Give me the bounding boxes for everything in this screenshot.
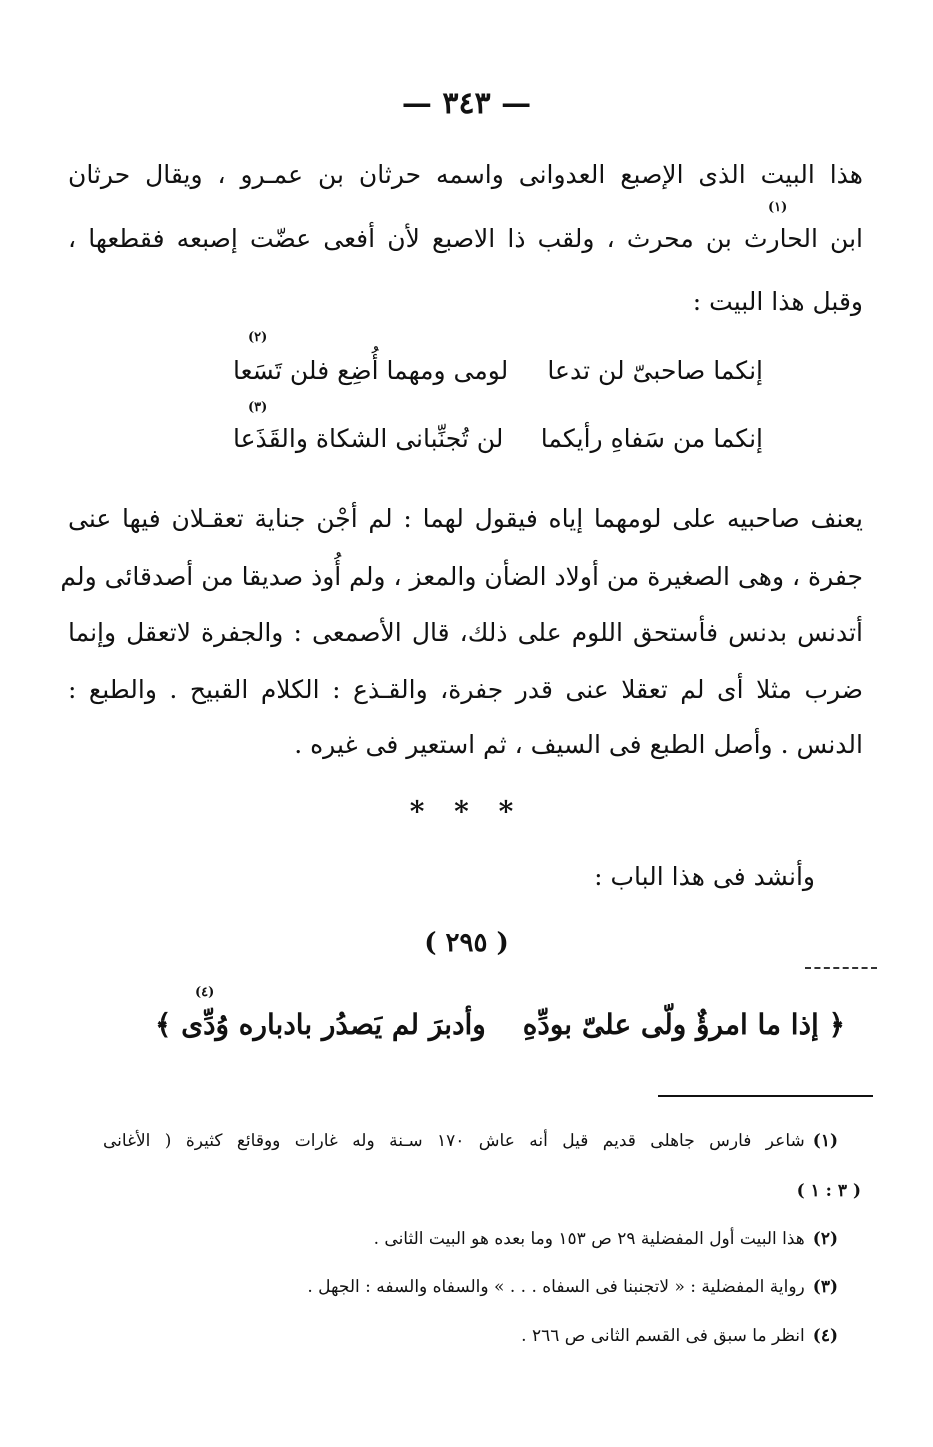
footnote-1-text: شاعر فارس جاهلى قديم قيل أنه عاش ١٧٠ سـنة وله غارات ووقائع كثيرة ( الأغانى (103, 1131, 805, 1151)
footnote-3 (307, 1274, 838, 1300)
body-line-2: ابن الحارث بن محرث ، ولقب ذا الاصبع لأن أفعى عضّت إصبعه فقطعها ، (68, 224, 863, 253)
footnote-4-number: (٤) (812, 1326, 838, 1346)
footnote-1-continuation: ( ٣ : ١ ) (796, 1181, 861, 1201)
verse-2-footnote-marker: (٣) (248, 400, 268, 415)
page-number: — ٣٤٣ — (401, 86, 532, 121)
main-verse-footnote-marker: (٤) (195, 985, 215, 1000)
main-verse-first-hemistich: ﴿ إذا ما امرؤٌ ولّى علىّ بودِّهِ (522, 1008, 845, 1041)
commentary-line-3: أتدنس بدنس فأستحق اللوم على ذلك، قال الأصمعى : والجفرة لاتعقل وإنما (68, 618, 863, 647)
verse-2-first-hemistich: إنكما من سَفاهِ رأيكما (540, 424, 763, 453)
verse-1-footnote-marker: (٢) (248, 330, 268, 345)
footnote-3-number: (٣) (812, 1277, 838, 1297)
main-verse (155, 1008, 845, 1058)
commentary-line-5: الدنس . وأصل الطبع فى السيف ، ثم استعير فى غيره . (294, 730, 863, 759)
footnote-3-text: رواية المفضلية : « لاتجنبنا فى السفاه . . . » والسفاه والسفه : الجهل . (307, 1277, 805, 1297)
footnote-separator-rule (658, 1095, 873, 1097)
footnote-2-text: هذا البيت أول المفضلية ٢٩ ص ١٥٣ وما بعده هو البيت الثانى . (373, 1229, 805, 1249)
verse-1-first-hemistich: إنكما صاحبىّ لن تدعا (547, 356, 763, 385)
verse-2-second-hemistich: لن تُجنِّبانى الشكاة والقَذَعا (233, 424, 504, 453)
poem-number: ( ٢٩٥ ) (424, 928, 509, 958)
commentary-line-1: يعنف صاحبيه على لومهما إياه فيقول لهما : لم أجْن جناية تعقـلان فيها عنى (68, 504, 863, 533)
body-line-1: هذا البيت الذى الإصبع العدوانى واسمه حرثان بن عمـرو ، ويقال حرثان (68, 160, 863, 189)
commentary-line-2: جفرة ، وهى الصغيرة من أولاد الضأن والمعز ، ولم أُوذ صديقا من أصدقائى ولم (60, 562, 863, 591)
footnote-1-number: (١) (812, 1131, 838, 1151)
footnote-marker-1: (١) (768, 200, 788, 215)
verse-2 (233, 424, 763, 464)
main-verse-second-hemistich: وأدبرَ لم يَصدُر بادباره وُدِّى ﴾ (155, 1008, 486, 1041)
footnote-2 (374, 1226, 838, 1252)
commentary-line-4: ضرب مثلا أى لم تعقلا عنى قدر جفرة، والقـذع : الكلام القبيح . والطبع : (68, 675, 863, 704)
verse-1 (233, 356, 763, 396)
footnote-4 (521, 1323, 838, 1349)
body-line-3: وقبل هذا البيت : (692, 287, 863, 316)
section-separator: * * * (409, 795, 524, 828)
verse-1-second-hemistich: لومى ومهما أُضِع فلن تَسَعا (233, 356, 509, 385)
footnote-1 (103, 1128, 838, 1154)
intro-line: وأنشد فى هذا الباب : (594, 862, 815, 891)
dashed-mark (805, 967, 877, 969)
footnote-2-number: (٢) (812, 1229, 838, 1249)
footnote-4-text: انظر ما سبق فى القسم الثانى ص ٢٦٦ . (521, 1326, 805, 1346)
